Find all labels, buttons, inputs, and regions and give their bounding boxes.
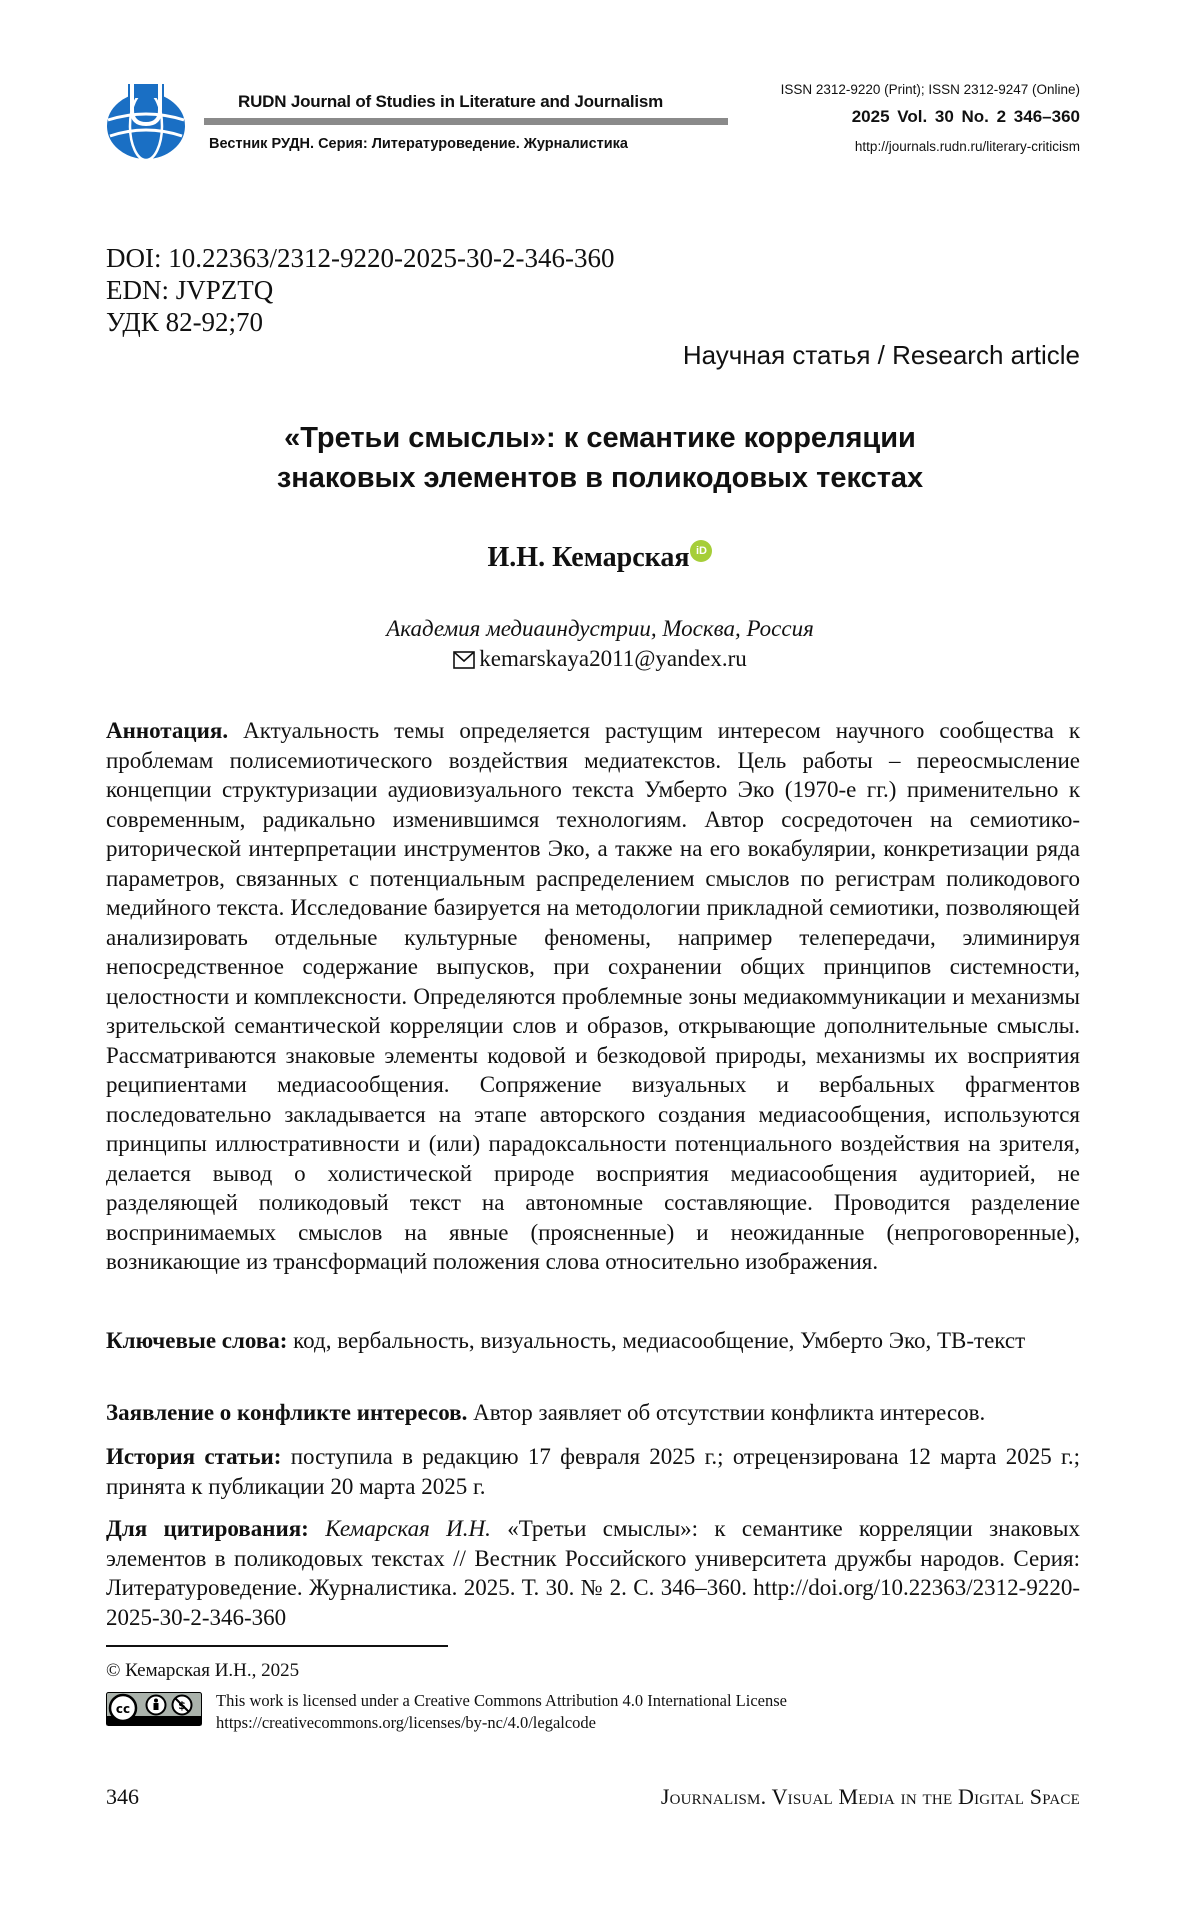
udk: УДК 82-92;70 (106, 306, 614, 338)
title-line-2: знаковых элементов в поликодовых текстах (120, 458, 1080, 498)
title-line-1: «Третьи смыслы»: к семантике корреляции (120, 418, 1080, 458)
rudn-globe-logo (98, 80, 194, 164)
license-url[interactable]: https://creativecommons.org/licenses/by-nc/4.0/legalcode (216, 1712, 787, 1734)
issue-line: 2025 Vol. 30 No. 2 346–360 (781, 107, 1080, 127)
history-label: История статьи: (106, 1444, 281, 1469)
journal-title-ru: Вестник РУДН. Серия: Литературоведение. Журналистика (209, 136, 628, 152)
author-email[interactable] (0, 646, 1200, 672)
abstract-text: Актуальность темы определяется растущим интересом научного сообщества к проблемам полисемиотического воздействия медиатекстов. Цель работы – переосмысление концепции структуризации аудиовизуального текста Умберто Эко (1970-е гг.) применительно к современным, радикально изменившимся технологиям. Автор сосредоточен на семиотико-риторической интерпретации инструментов Эко, а также на его вокабулярии, конкретизации ряда параметров, связанных с потенциальным распределением смыслов по регистрам поликодового медийного текста. Исследование базируется на методологии прикладной семиотики, позволяющей анализировать отдельные культурные феномены, например телепередачи, элиминируя непосредственное содержание выпусков, при сохранении общих принципов системности, целостности и комплексности. Определяются проблемные зоны медиакоммуникации и механизмы зрительской семантической корреляции слов и образов, открывающие дополнительные смыслы. Рассматриваются знаковые элементы кодовой и безкодовой природы, механизмы их восприятия реципиентами медиасообщения. Сопряжение визуальных и вербальных фрагментов последовательно закладывается на этапе авторского создания медиасообщения, используются принципы иллюстративности и (или) парадоксальности потенциального воздействия на зрителя, делается вывод о холистической природе восприятия медиасообщения аудиторией, не разделяющей поликодовый текст на автономные составляющие. Проводится разделение воспринимаемых смыслов на явные (проясненные) и неожиданные (непроговоренные), возникающие из трансформаций положения слова относительно изображения. (106, 718, 1080, 1274)
issue-info (781, 82, 1080, 154)
citation-author: Кемарская И.Н. (325, 1516, 491, 1541)
conflict-label: Заявление о конфликте интересов. (106, 1400, 467, 1425)
page-number: 346 (106, 1784, 139, 1810)
article-title (120, 418, 1080, 498)
keywords-text: код, вербальность, визуальность, медиасообщение, Умберто Эко, ТВ-текст (293, 1328, 1025, 1353)
author (0, 540, 1200, 574)
keywords (106, 1326, 1080, 1356)
license-notice (216, 1690, 787, 1734)
doi[interactable]: DOI: 10.22363/2312-9220-2025-30-2-346-360 (106, 242, 614, 274)
edn: EDN: JVPZTQ (106, 274, 614, 306)
paper-page (0, 0, 1200, 1906)
abstract-label: Аннотация. (106, 718, 228, 743)
footnote-divider (106, 1645, 448, 1647)
envelope-icon (453, 651, 475, 669)
email-text: kemarskaya2011@yandex.ru (479, 646, 747, 671)
conflict-statement (106, 1398, 1080, 1428)
article-history (106, 1442, 1080, 1501)
conflict-text: Автор заявляет об отсутствии конфликта интересов. (473, 1400, 985, 1425)
cc-by-nc-badge-icon[interactable] (106, 1692, 202, 1726)
journal-title-en: RUDN Journal of Studies in Literature and Journalism (238, 92, 663, 112)
journal-url[interactable]: http://journals.rudn.ru/literary-criticism (781, 139, 1080, 154)
keywords-label: Ключевые слова: (106, 1328, 287, 1353)
header-divider (204, 118, 728, 125)
issn: ISSN 2312-9220 (Print); ISSN 2312-9247 (Online) (781, 82, 1080, 97)
author-name: И.Н. Кемарская (488, 542, 690, 573)
copyright: © Кемарская И.Н., 2025 (106, 1660, 299, 1682)
article-type: Научная статья / Research article (683, 340, 1080, 371)
abstract (106, 716, 1080, 1277)
history-text: поступила в редакцию 17 февраля 2025 г.; отрецензирована 12 марта 2025 г.; принята к публикации 20 марта 2025 г. (106, 1444, 1080, 1499)
license-text: This work is licensed under a Creative Commons Attribution 4.0 International License (216, 1690, 787, 1712)
affiliation: Академия медиаиндустрии, Москва, Россия (0, 616, 1200, 642)
citation-text: «Третьи смыслы»: к семантике корреляции знаковых элементов в поликодовых текстах // Вестник Российского университета дружбы народов. Серия: Литературоведение. Журналистика. 2025. Т. 30. № 2. С. 346–360. http://doi.org/10.22363/2312-9220-2025-30-2-346-360 (106, 1516, 1080, 1630)
running-title: Journalism. Visual Media in the Digital Space (661, 1784, 1080, 1810)
svg-text:cc: cc (116, 1702, 130, 1716)
orcid-icon[interactable]: iD (690, 540, 712, 562)
citation (106, 1514, 1080, 1632)
article-meta (106, 242, 614, 338)
citation-label: Для цитирования: (106, 1516, 309, 1541)
